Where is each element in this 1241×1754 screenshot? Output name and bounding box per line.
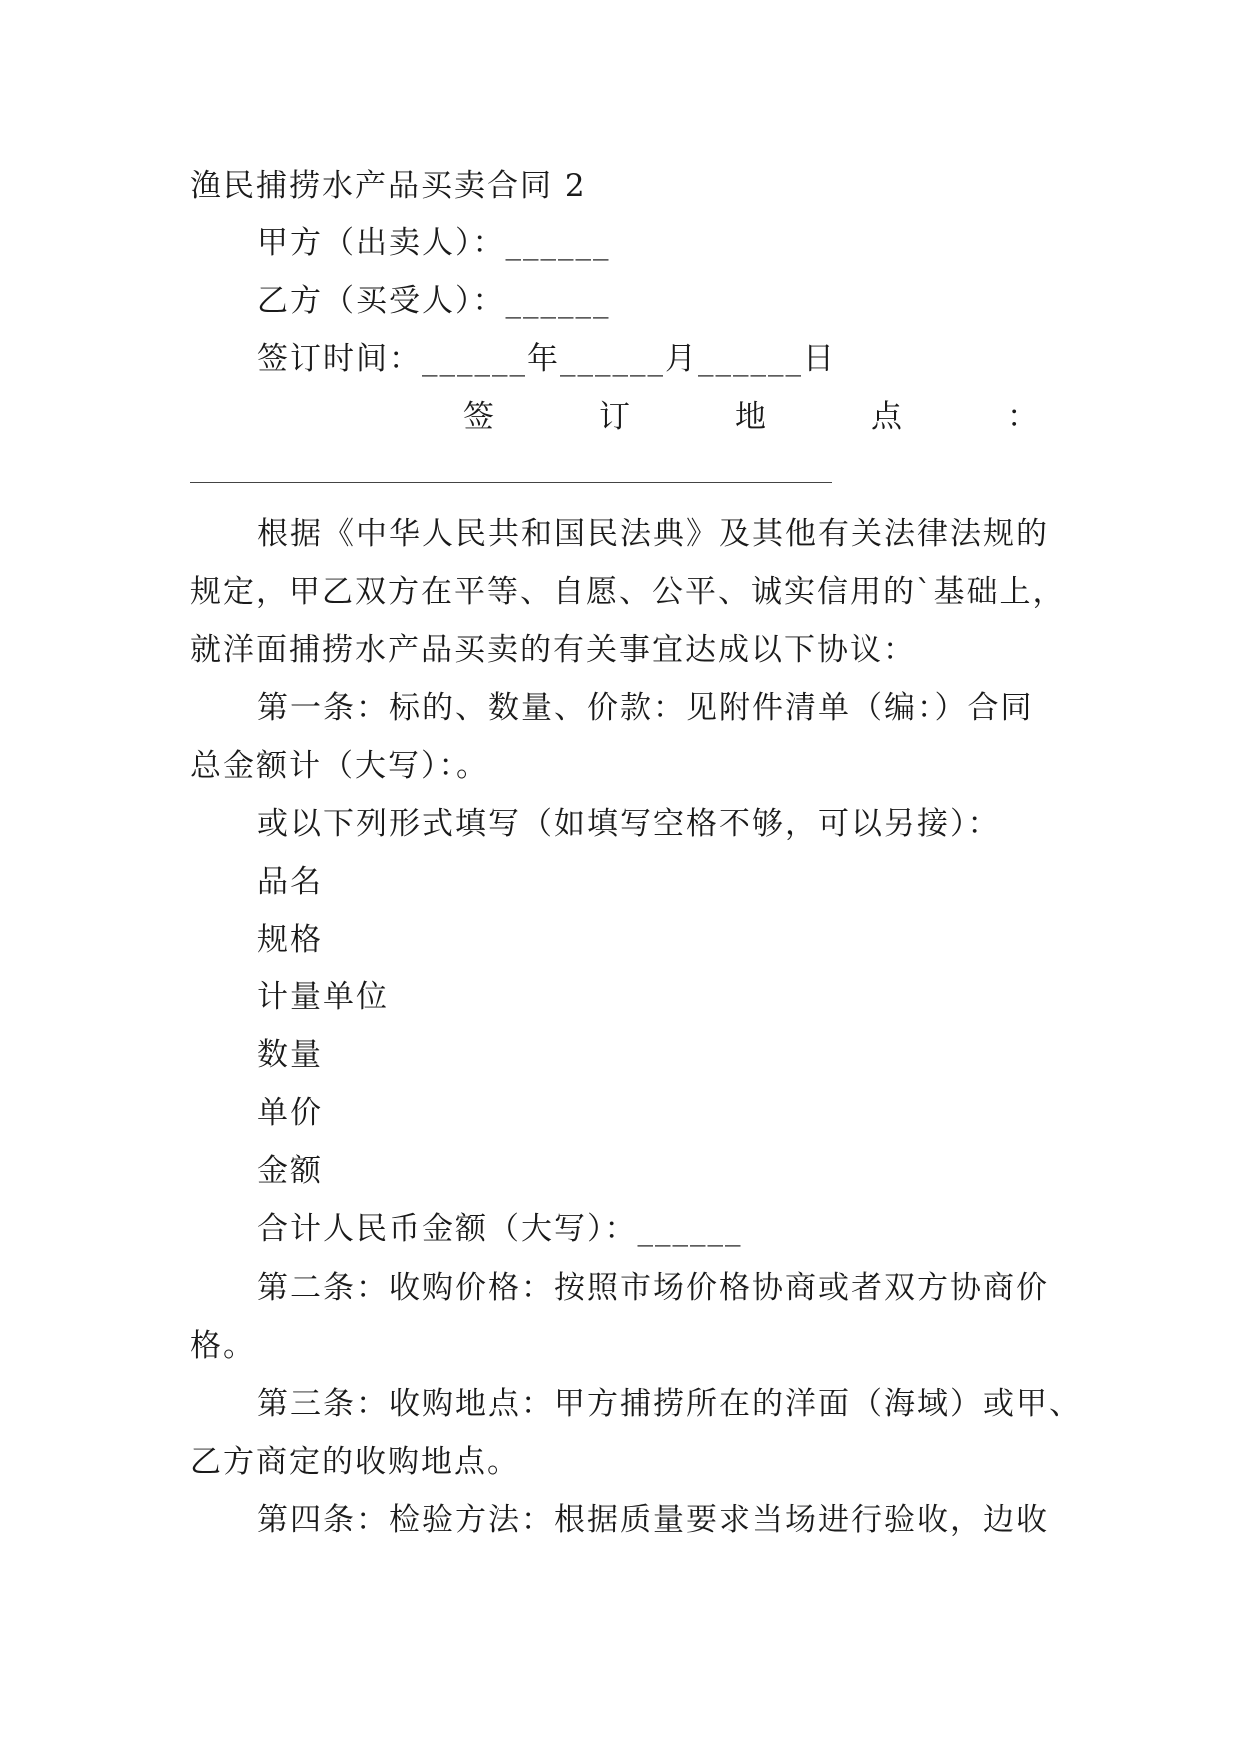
- sign-place-char: 地: [735, 399, 766, 435]
- article-3-line-1: 第三条：收购地点：甲方捕捞所在的洋面（海域）或甲、: [257, 1386, 1082, 1422]
- sign-place-blank-rule: [190, 482, 832, 483]
- field-quantity: 数量: [257, 1037, 323, 1073]
- preamble-line-2: 规定，甲乙双方在平等、自愿、公平、诚实信用的`基础上，: [190, 574, 1066, 610]
- article-4-line-1: 第四条：检验方法：根据质量要求当场进行验收，边收: [257, 1502, 1049, 1538]
- sign-time-line: 签订时间：______年______月______日: [257, 341, 836, 377]
- article-2-line-2: 格。: [190, 1328, 256, 1364]
- field-amount: 金额: [257, 1153, 323, 1189]
- sign-place-char: 点: [871, 399, 902, 435]
- sign-place-line: [463, 397, 1038, 437]
- field-product-name: 品名: [257, 864, 323, 900]
- article-1-line-1: 第一条：标的、数量、价款：见附件清单（编：）合同: [257, 690, 1034, 726]
- sign-place-char: 订: [599, 399, 630, 435]
- sign-place-char: 签: [463, 399, 494, 435]
- party-b-line: 乙方（买受人）：______: [257, 283, 611, 319]
- article-1-line-2: 总金额计（大写）：。: [190, 748, 489, 784]
- field-unit-price: 单价: [257, 1095, 323, 1131]
- field-specification: 规格: [257, 922, 323, 958]
- total-amount-line: 合计人民币金额（大写）：______: [257, 1211, 743, 1247]
- document-title: 渔民捕捞水产品买卖合同 2: [190, 168, 587, 204]
- preamble-line-1: 根据《中华人民共和国民法典》及其他有关法律法规的: [257, 516, 1049, 552]
- sign-place-char: ：: [1007, 399, 1038, 435]
- alternate-form-note: 或以下列形式填写（如填写空格不够，可以另接）：: [257, 806, 1001, 842]
- article-2-line-1: 第二条：收购价格：按照市场价格协商或者双方协商价: [257, 1270, 1049, 1306]
- preamble-line-3: 就洋面捕捞水产品买卖的有关事宜达成以下协议：: [190, 632, 916, 668]
- party-a-line: 甲方（出卖人）：______: [257, 225, 611, 261]
- field-unit: 计量单位: [257, 979, 389, 1015]
- article-3-line-2: 乙方商定的收购地点。: [190, 1444, 520, 1480]
